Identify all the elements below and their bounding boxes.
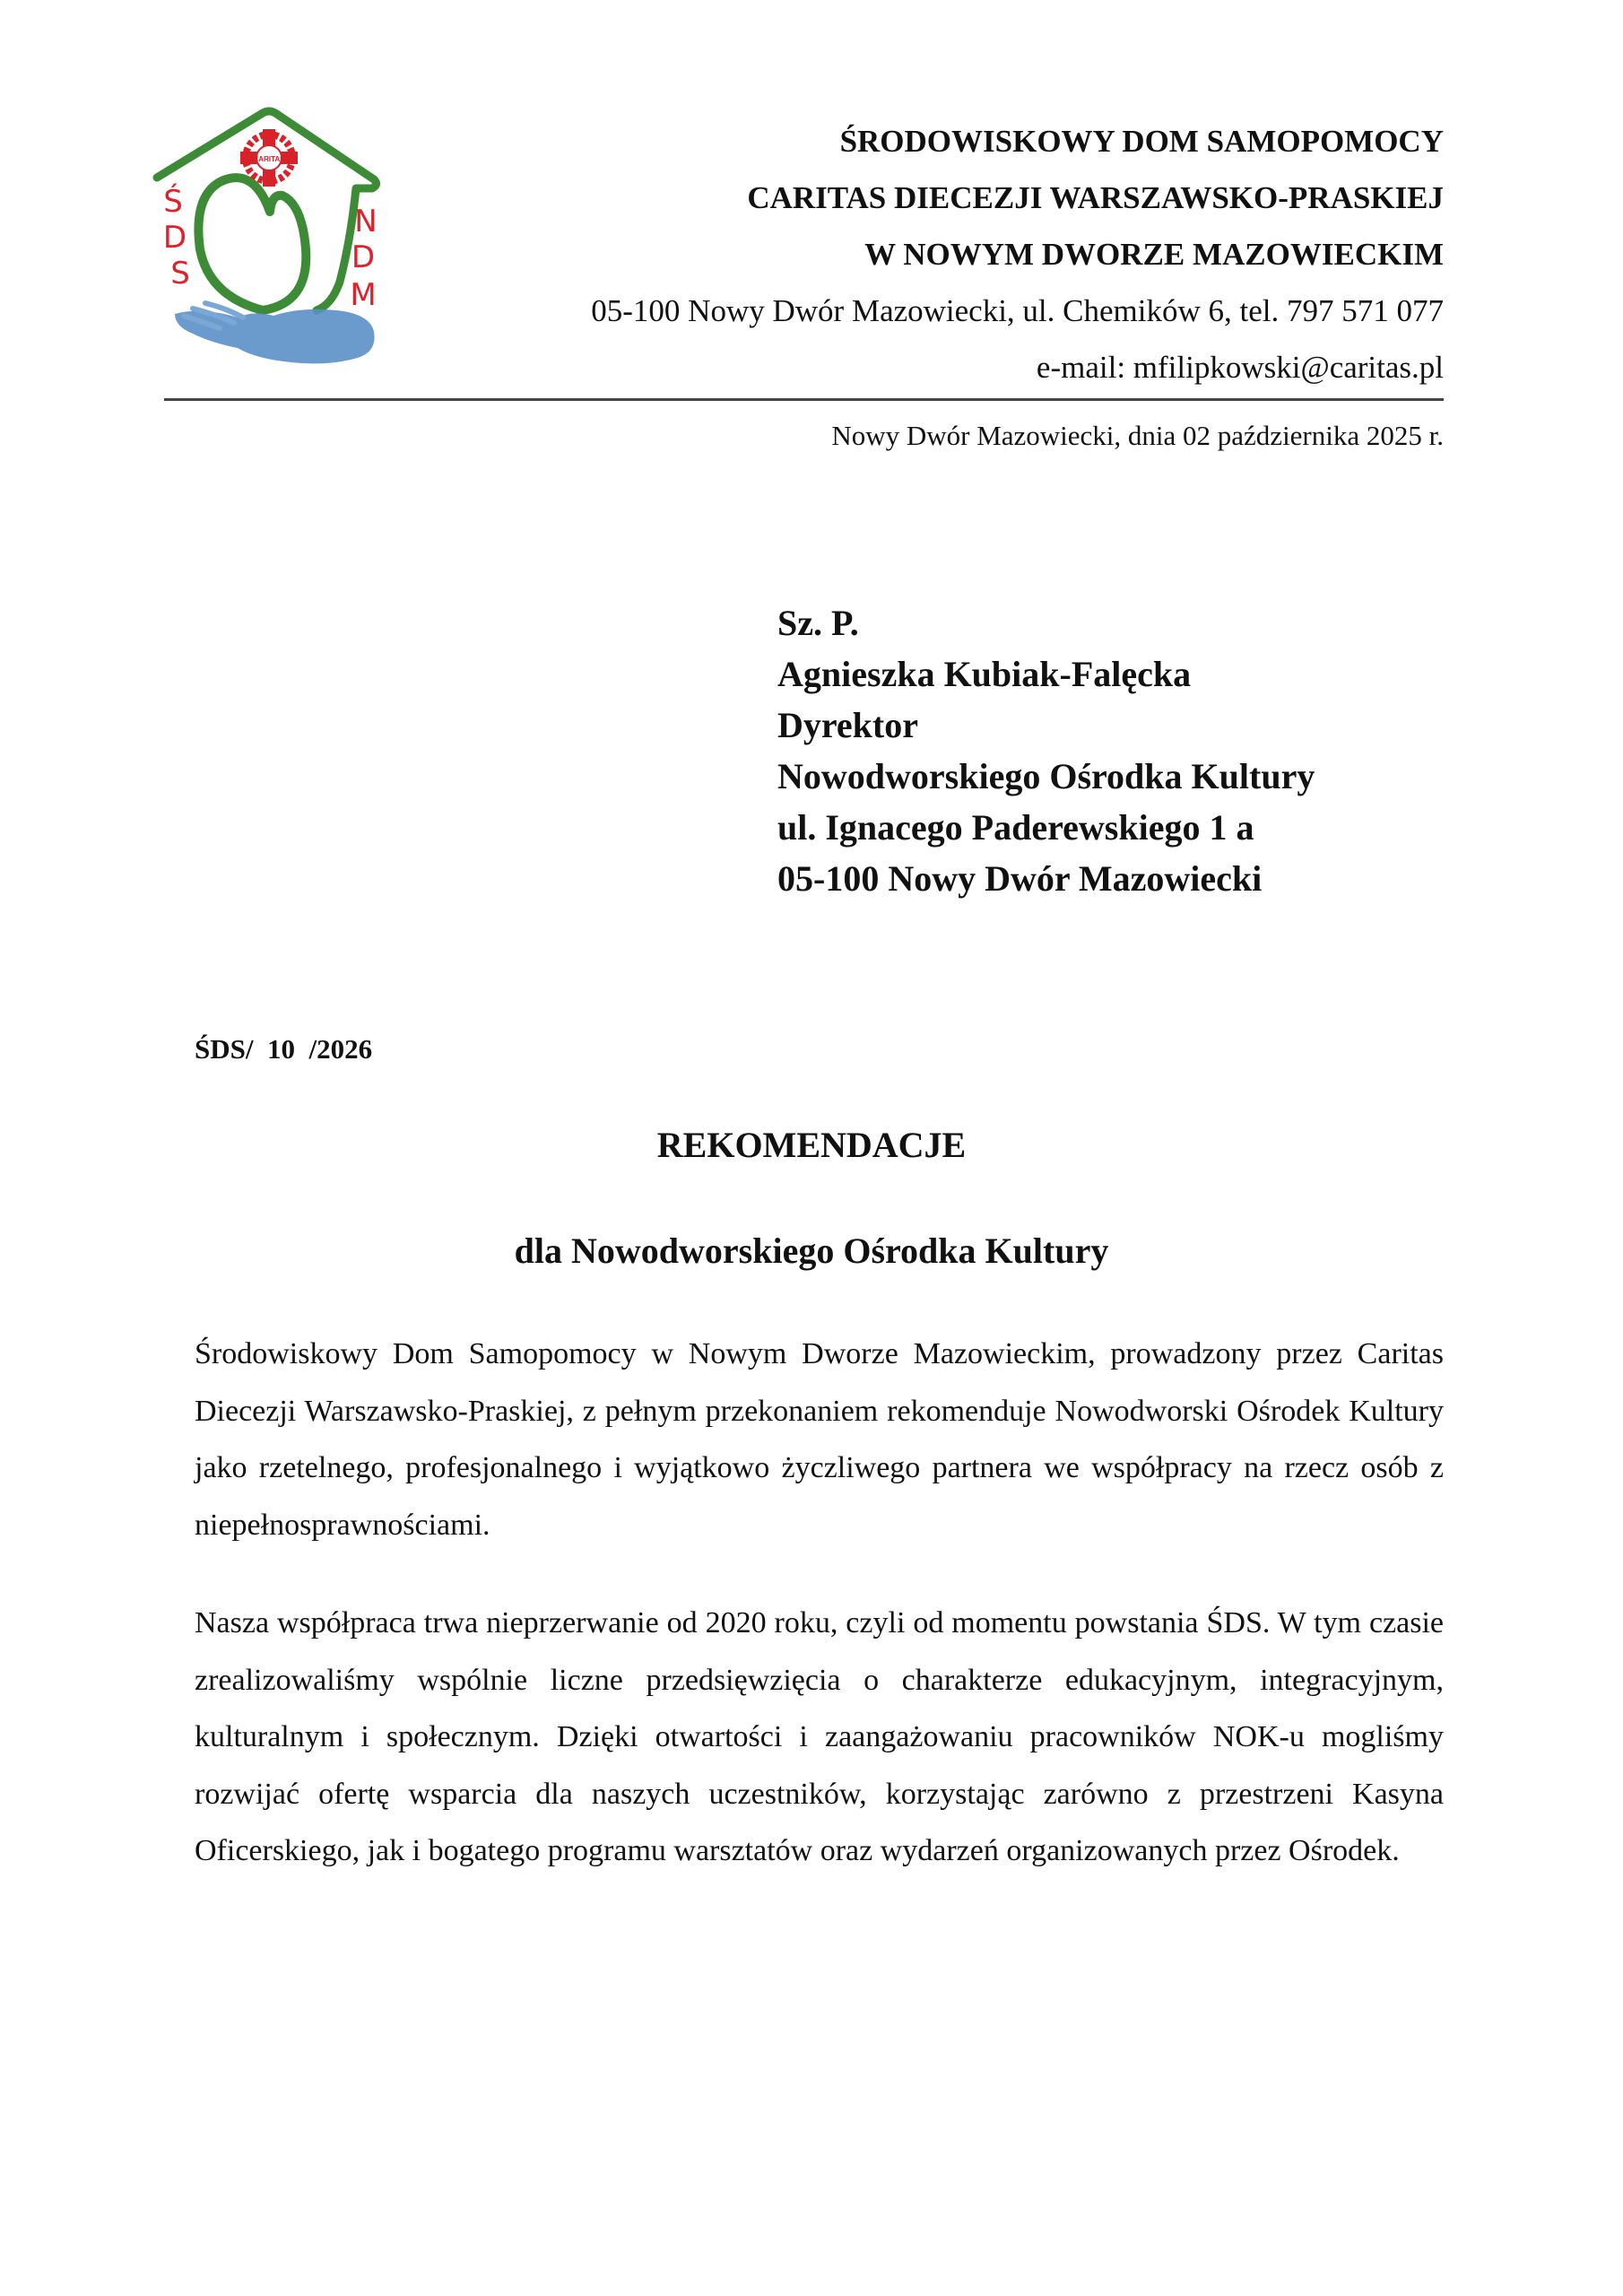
- heart-icon: [198, 178, 306, 310]
- recipient-street: ul. Ignacego Paderewskiego 1 a: [777, 807, 1254, 848]
- logo-letter-n: N: [354, 204, 378, 239]
- organization-name-line-2: CARITAS DIECEZJI WARSZAWSKO-PRASKIEJ: [747, 180, 1444, 215]
- recipient-city: 05-100 Nowy Dwór Mazowiecki: [777, 858, 1263, 899]
- sds-ndm-caritas-logo-icon: [148, 106, 390, 375]
- organization-address: 05-100 Nowy Dwór Mazowiecki, ul. Chemików 6, tel. 797 571 077: [591, 293, 1444, 328]
- body-paragraph-1: Środowiskowy Dom Samopomocy w Nowym Dworze Mazowieckim, prowadzony przez Caritas Diecezji Warszawsko-Praskiej, z pełnym przekonaniem rekomenduje Nowodworski Ośrodek Kultury jako rzetelnego, profesjonalnego i wyjątkowo życzliwego partnera we współpracy na rzecz osób z niepełnosprawnościami.: [195, 1337, 1444, 1542]
- recipient-salutation: Sz. P.: [777, 603, 859, 643]
- letterhead-text: [591, 113, 1444, 396]
- recipient-title: Dyrektor: [777, 705, 918, 745]
- letterhead-divider: [164, 398, 1444, 401]
- organization-logo: [148, 106, 390, 375]
- reference-number: ŚDS/ 10 /2026: [195, 1033, 373, 1065]
- logo-letter-d-right: D: [351, 239, 376, 275]
- logo-letter-m: M: [350, 277, 377, 313]
- caritas-emblem-text: CARITAS: [253, 155, 285, 163]
- document-date: Nowy Dwór Mazowiecki, dnia 02 października 2025 r.: [831, 420, 1444, 451]
- organization-name-line-1: ŚRODOWISKOWY DOM SAMOPOMOCY: [839, 124, 1444, 159]
- hand-icon: [175, 309, 375, 363]
- body-paragraph-2: Nasza współpraca trwa nieprzerwanie od 2020 roku, czyli od momentu powstania ŚDS. W tym czasie zrealizowaliśmy wspólnie liczne przedsięwzięcia o charakterze edukacyjnym, integracyjnym, kulturalnym i społecznym. Dzięki otwartości i zaangażowaniu pracowników NOK-u mogliśmy rozwijać ofertę wsparcia dla naszych uczestników, korzystając zarówno z przestrzeni Kasyna Oficerskiego, jak i bogatego programu warsztatów oraz wydarzeń organizowanych przez Ośrodek.: [195, 1606, 1444, 1867]
- logo-letter-s: S: [170, 256, 190, 291]
- organization-email: e-mail: mfilipkowski@caritas.pl: [1036, 350, 1444, 385]
- document-subtitle: dla Nowodworskiego Ośrodka Kultury: [514, 1231, 1109, 1271]
- organization-name-line-3: W NOWYM DWORZE MAZOWIECKIM: [864, 237, 1444, 272]
- document-title: REKOMENDACJE: [656, 1125, 967, 1165]
- recipient-block: [777, 597, 1315, 904]
- logo-letter-s-acute: Ś: [163, 184, 183, 220]
- logo-letter-d-left: D: [162, 220, 187, 256]
- recipient-organization: Nowodworskiego Ośrodka Kultury: [777, 756, 1315, 796]
- recipient-name: Agnieszka Kubiak-Falęcka: [777, 654, 1192, 694]
